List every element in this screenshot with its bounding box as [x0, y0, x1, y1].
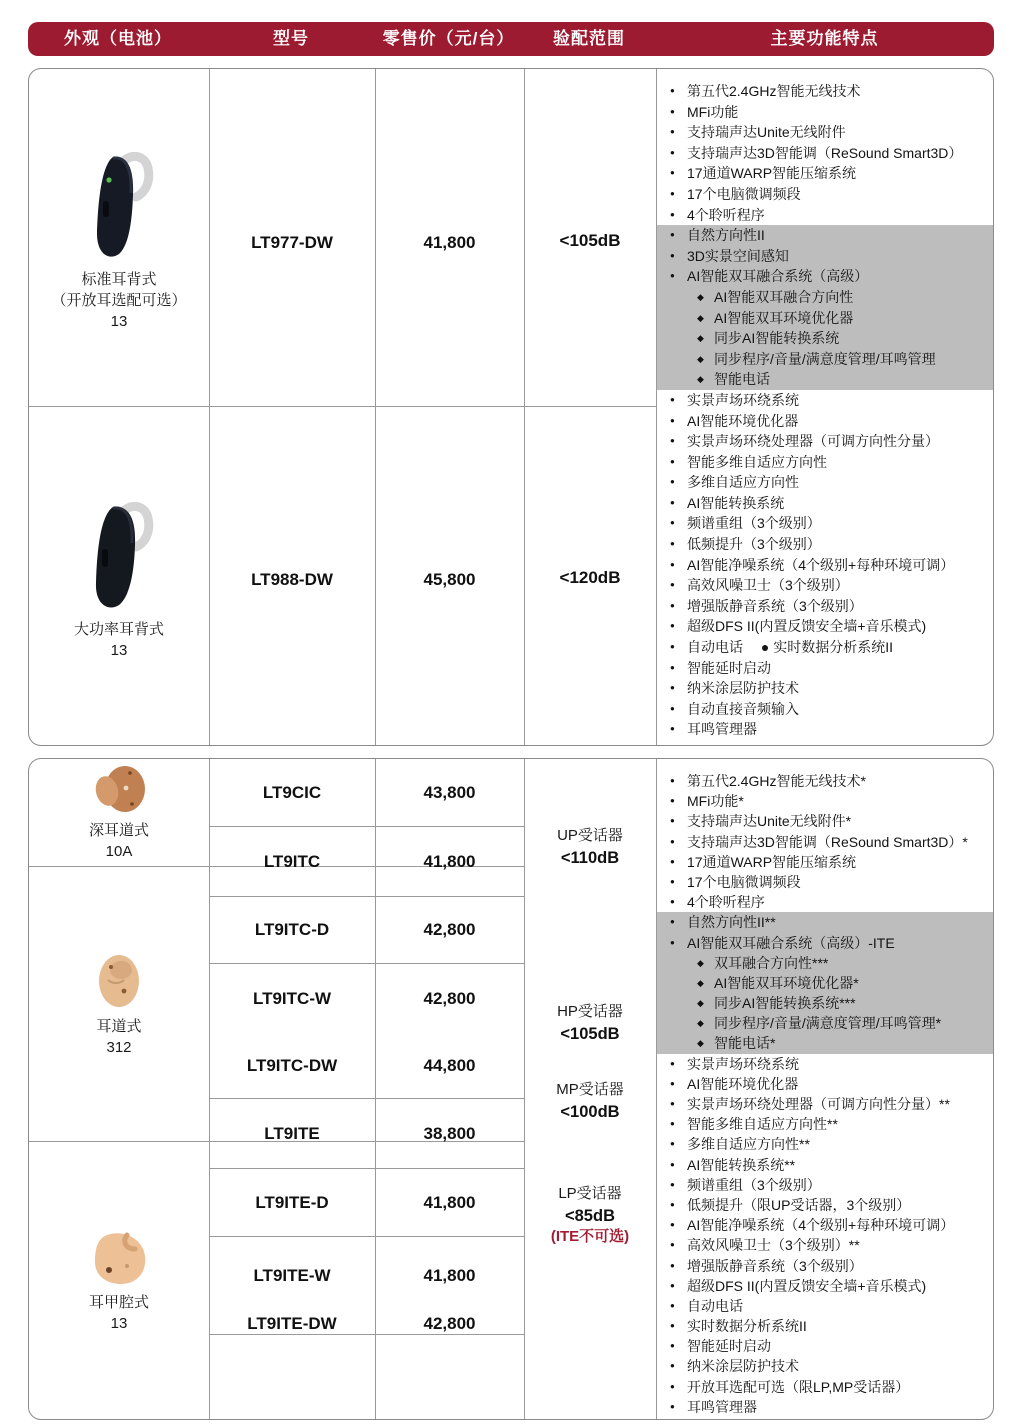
price-cell: 44,800 [423, 1056, 476, 1075]
feature-item: ● 实景声场环绕处理器（可调方向性分量） [657, 431, 994, 452]
feature-item: ◆ AI智能双耳环境优化器 [657, 308, 994, 329]
feature-item: ● 纳米涂层防护技术 [657, 678, 994, 699]
column-divider [375, 69, 376, 745]
receiver-type: MP受话器 [556, 1081, 624, 1098]
feature-item: ◆ 智能电话* [657, 1033, 994, 1053]
feature-item: ● 第五代2.4GHz智能无线技术* [657, 771, 994, 791]
table-row [209, 1169, 524, 1237]
feature-item: ● 耳鸣管理器 [657, 1397, 994, 1417]
table-row [209, 1314, 524, 1335]
feature-item: ◆ 同步AI智能转换系统 [657, 328, 994, 349]
fitting-range-up [524, 825, 656, 869]
header-col-appearance: 外观（电池） [64, 29, 172, 48]
appearance-note: （开放耳选配可选） [51, 292, 187, 309]
feature-item: ● 超级DFS II(内置反馈安全墙+音乐模式) [657, 1276, 994, 1296]
table-row [209, 1099, 524, 1169]
feature-item: ● AI智能双耳融合系统（高级） [657, 266, 994, 287]
feature-item: ● 高效风噪卫士（3个级别） [657, 575, 994, 596]
bte-standard-hearing-aid-image [81, 143, 157, 263]
table-row [209, 1237, 524, 1314]
feature-item: ● 实景声场环绕处理器（可调方向性分量）** [657, 1094, 994, 1114]
range-limit: <100dB [560, 1103, 620, 1121]
features-list-highlighted [657, 225, 994, 390]
appearance-name: 深耳道式 [88, 821, 149, 839]
appearance-name: 耳道式 [96, 1017, 142, 1035]
feature-item: ● AI智能双耳融合系统（高级）-ITE [657, 933, 994, 953]
fitting-range-mp [524, 1079, 656, 1123]
appearance-cell-ite [29, 1141, 209, 1420]
battery-size: 13 [110, 313, 128, 330]
model-cell: LT9ITE-DW [247, 1314, 337, 1333]
appearance-name: 大功率耳背式 [73, 620, 164, 638]
feature-item: ● 低频提升（3个级别） [657, 534, 994, 555]
feature-item: ● 智能多维自适应方向性 [657, 452, 994, 473]
price-cell: 42,800 [423, 1314, 476, 1333]
feature-item: ● 实景声场环绕系统 [657, 1054, 994, 1074]
column-divider [209, 69, 210, 745]
price-cell: 41,800 [423, 233, 476, 252]
itc-hearing-aid-image [94, 950, 144, 1010]
feature-item: ● 频谱重组（3个级别） [657, 513, 994, 534]
features-list-top [657, 81, 994, 225]
ite-hearing-aid-image [87, 1228, 151, 1286]
feature-item: ● 低频提升（限UP受话器，3个级别） [657, 1195, 994, 1215]
appearance-cell-bte-standard [29, 69, 209, 406]
feature-item: ● 17通道WARP智能压缩系统 [657, 852, 994, 872]
fitting-range-hp [524, 1001, 656, 1045]
fitting-range-cell: <120dB [559, 568, 621, 587]
model-cell: LT977-DW [251, 233, 333, 252]
range-limit: <85dB [565, 1207, 615, 1225]
feature-item: ● 支持瑞声达3D智能调（ReSound Smart3D） [657, 143, 994, 164]
feature-item: ● 频谱重组（3个级别） [657, 1175, 994, 1195]
feature-item: ● 智能延时启动 [657, 658, 994, 679]
price-cell: 41,800 [423, 851, 476, 871]
feature-item: ● 支持瑞声达Unite无线附件 [657, 122, 994, 143]
feature-item: ● 纳米涂层防护技术 [657, 1356, 994, 1376]
feature-item: ● 3D实景空间感知 [657, 246, 994, 267]
feature-item: ● 自动直接音频输入 [657, 699, 994, 720]
model-cell: LT988-DW [251, 570, 333, 589]
feature-item: ◆ AI智能双耳融合方向性 [657, 287, 994, 308]
feature-item: ● 17个电脑微调频段 [657, 184, 994, 205]
feature-item: ● 自然方向性II** [657, 912, 994, 932]
feature-item: ● 智能多维自适应方向性** [657, 1114, 994, 1134]
feature-item: ● MFi功能* [657, 791, 994, 811]
price-cell: 45,800 [423, 570, 476, 589]
price-cell: 43,800 [423, 782, 476, 802]
feature-item: ● AI智能净噪系统（4个级别+每种环境可调） [657, 555, 994, 576]
feature-item: ● 耳鸣管理器 [657, 719, 994, 740]
appearance-cell-bte-power [29, 406, 209, 746]
feature-item: ● 第五代2.4GHz智能无线技术 [657, 81, 994, 102]
features-list-bottom [657, 1054, 994, 1417]
receiver-type: LP受话器 [558, 1185, 622, 1202]
cic-hearing-aid-image [89, 764, 149, 814]
feature-item: ◆ 同步程序/音量/满意度管理/耳鸣管理 [657, 349, 994, 370]
features-list-bottom [657, 390, 994, 740]
table-row [209, 827, 524, 897]
feature-item: ● 自然方向性II [657, 225, 994, 246]
header-col-features: 主要功能特点 [770, 29, 879, 48]
feature-item: ● AI智能转换系统 [657, 493, 994, 514]
feature-item: ● 17通道WARP智能压缩系统 [657, 163, 994, 184]
feature-item: ● MFi功能 [657, 102, 994, 123]
model-cell: LT9ITC-D [254, 920, 330, 939]
features-column [657, 69, 994, 740]
feature-item: ● 多维自适应方向性 [657, 472, 994, 493]
feature-item: ● 增强版静音系统（3个级别） [657, 1256, 994, 1276]
feature-item: ◆ 同步程序/音量/满意度管理/耳鸣管理* [657, 1013, 994, 1033]
bte-products-table [28, 68, 994, 746]
table-row [209, 1034, 524, 1099]
battery-size: 13 [110, 641, 128, 659]
table-row [209, 964, 524, 1034]
price-cell: 41,800 [423, 1192, 476, 1212]
appearance-name: 耳甲腔式 [88, 1294, 149, 1311]
model-cell: LT9ITC-DW [246, 1056, 338, 1075]
feature-item: ◆ 智能电话 [657, 369, 994, 390]
price-cell: 38,800 [423, 1123, 476, 1143]
bte-power-hearing-aid-image [81, 493, 157, 613]
model-cell: LT9ITE-D [255, 1192, 329, 1212]
appearance-cell-itc [29, 866, 209, 1141]
feature-item: ● AI智能环境优化器 [657, 411, 994, 432]
receiver-type: HP受话器 [557, 1003, 623, 1020]
model-cell: LT9ITE-W [253, 1265, 331, 1285]
fitting-range-lp [524, 1183, 656, 1247]
feature-item: ● 超级DFS II(内置反馈安全墙+音乐模式) [657, 616, 994, 637]
receiver-type: UP受话器 [557, 827, 623, 844]
feature-item: ◆ 双耳融合方向性*** [657, 953, 994, 973]
feature-item: ● 多维自适应方向性** [657, 1134, 994, 1154]
model-price-rows [209, 759, 524, 1335]
feature-item: ● 高效风噪卫士（3个级别）** [657, 1235, 994, 1255]
range-limit: <110dB [560, 849, 620, 867]
feature-item: ● 支持瑞声达3D智能调（ReSound Smart3D）* [657, 832, 994, 852]
battery-size: 13 [110, 1315, 128, 1332]
model-cell: LT9ITC-W [252, 989, 332, 1008]
model-cell: LT9ITE [264, 1123, 320, 1143]
price-cell: 42,800 [423, 989, 476, 1008]
feature-item: ◆ 同步AI智能转换系统*** [657, 993, 994, 1013]
feature-item: ● AI智能环境优化器 [657, 1074, 994, 1094]
price-cell: 42,800 [423, 920, 476, 939]
feature-item: ● 17个电脑微调频段 [657, 872, 994, 892]
table-header-bar [28, 22, 994, 56]
table-row [209, 897, 524, 964]
battery-size: 10A [105, 842, 133, 860]
feature-item: ● 4个聆听程序 [657, 892, 994, 912]
appearance-name: 标准耳背式 [81, 271, 157, 288]
range-limit: <105dB [560, 1025, 620, 1043]
feature-item: ● 支持瑞声达Unite无线附件* [657, 811, 994, 831]
column-divider [524, 69, 525, 745]
fitting-range-cell: <105dB [559, 231, 621, 250]
header-col-fitting-range: 验配范围 [553, 29, 625, 48]
header-col-price: 零售价（元/台） [382, 29, 515, 48]
feature-item: ● 实时数据分析系统II [657, 1316, 994, 1336]
header-col-model: 型号 [273, 29, 309, 48]
feature-item: ◆ AI智能双耳环境优化器* [657, 973, 994, 993]
features-list-highlighted [657, 912, 994, 1053]
custom-products-table [28, 758, 994, 1420]
range-note: (ITE不可选) [550, 1228, 630, 1245]
features-list-top [657, 771, 994, 912]
feature-item: ● 开放耳选配可选（限LP,MP受话器） [657, 1377, 994, 1397]
feature-item: ● AI智能转换系统** [657, 1155, 994, 1175]
battery-size: 312 [106, 1038, 132, 1056]
feature-item: ● 自动电话 [657, 1296, 994, 1316]
feature-item: ● 4个聆听程序 [657, 205, 994, 226]
feature-item: ● 实景声场环绕系统 [657, 390, 994, 411]
model-cell: LT9ITC [263, 851, 321, 871]
table-row [209, 759, 524, 827]
feature-item: ● 智能延时启动 [657, 1336, 994, 1356]
feature-item: ● 增强版静音系统（3个级别） [657, 596, 994, 617]
features-column [657, 759, 994, 1417]
price-cell: 41,800 [423, 1265, 476, 1285]
feature-item: ● 自动电话 ● 实时数据分析系统II [657, 637, 994, 658]
appearance-cell-cic [29, 759, 209, 866]
feature-item: ● AI智能净噪系统（4个级别+每种环境可调） [657, 1215, 994, 1235]
model-cell: LT9CIC [262, 782, 322, 802]
